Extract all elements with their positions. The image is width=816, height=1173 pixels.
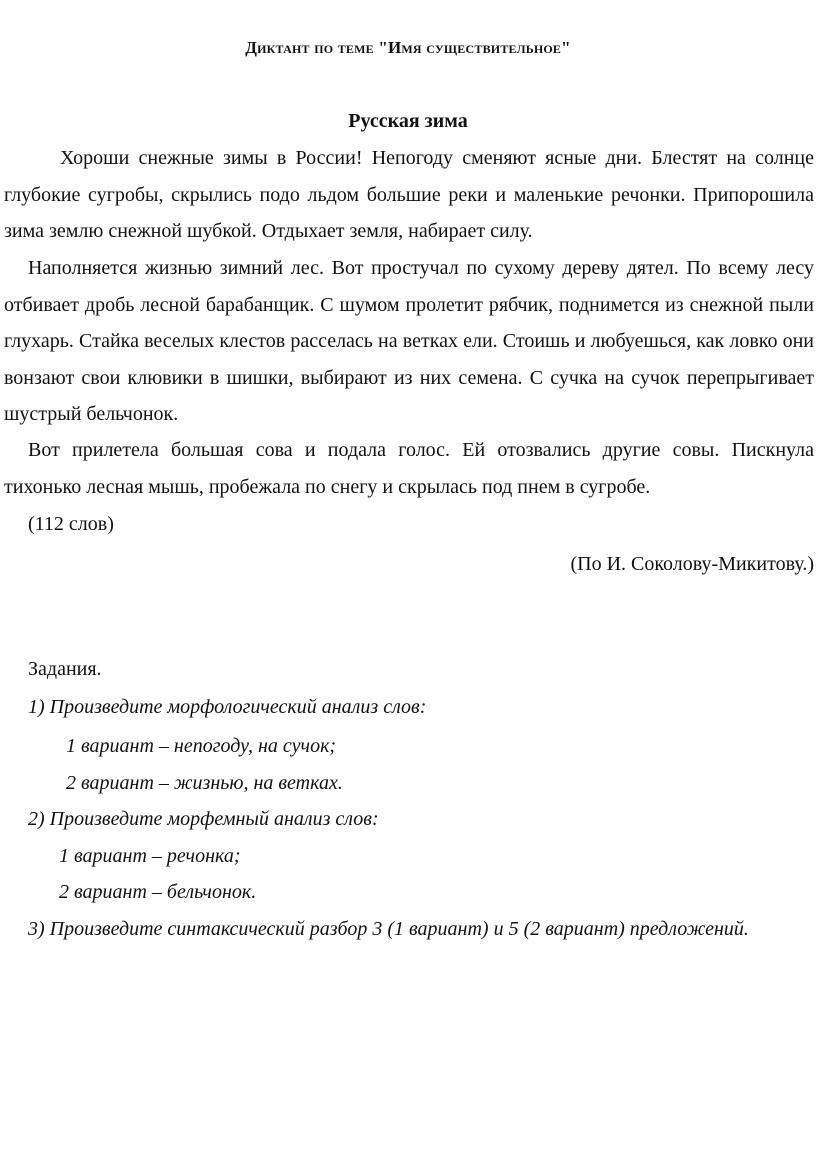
dictation-title: Русская зима xyxy=(348,110,468,132)
task-2: 2) Произведите морфемный анализ слов: xyxy=(28,808,379,830)
paragraph-2: Наполняется жизнью зимний лес. Вот простучал по сухому дереву дятел. По всему лесу отбивает дробь лесной барабанщик. С шумом пролетит рябчик, поднимется из снежной пыли глухарь. Стайка веселых клестов расселась на ветках ели. Стоишь и любуешься, как ловко они вонзают свои клювики в шишки, выбирают из них семена. С сучка на сучок перепрыгивает шустрый бельчонок. xyxy=(4,257,814,425)
task-1: 1) Произведите морфологический анализ слов: xyxy=(28,696,427,718)
task-2-variant-2: 2 вариант – бельчонок. xyxy=(59,881,257,903)
tasks-heading: Задания. xyxy=(28,658,102,680)
task-2-variant-1: 1 вариант – речонка; xyxy=(59,845,241,867)
task-1-variant-2: 2 вариант – жизнью, на ветках. xyxy=(66,772,343,794)
author-attribution: (По И. Соколову-Микитову.) xyxy=(570,553,814,575)
paragraph-1: Хороши снежные зимы в России! Непогоду сменяют ясные дни. Блестят на солнце глубокие сугробы, скрылись подо льдом большие реки и маленькие речонки. Припорошила зима землю снежной шубкой. Отдыхает земля, набирает силу. xyxy=(4,147,814,242)
task-1-variant-1: 1 вариант – непогоду, на сучок; xyxy=(66,735,337,757)
document-title: Диктант по теме "Имя существительное" xyxy=(245,38,571,57)
task-3: 3) Произведите синтаксический разбор 3 (1 вариант) и 5 (2 вариант) предложений. xyxy=(28,918,749,940)
word-count: (112 слов) xyxy=(28,513,114,535)
paragraph-3: Вот прилетела большая сова и подала голос. Ей отозвались другие совы. Пискнула тихонько лесная мышь, пробежала по снегу и скрылась под пнем в сугробе. xyxy=(4,439,814,498)
